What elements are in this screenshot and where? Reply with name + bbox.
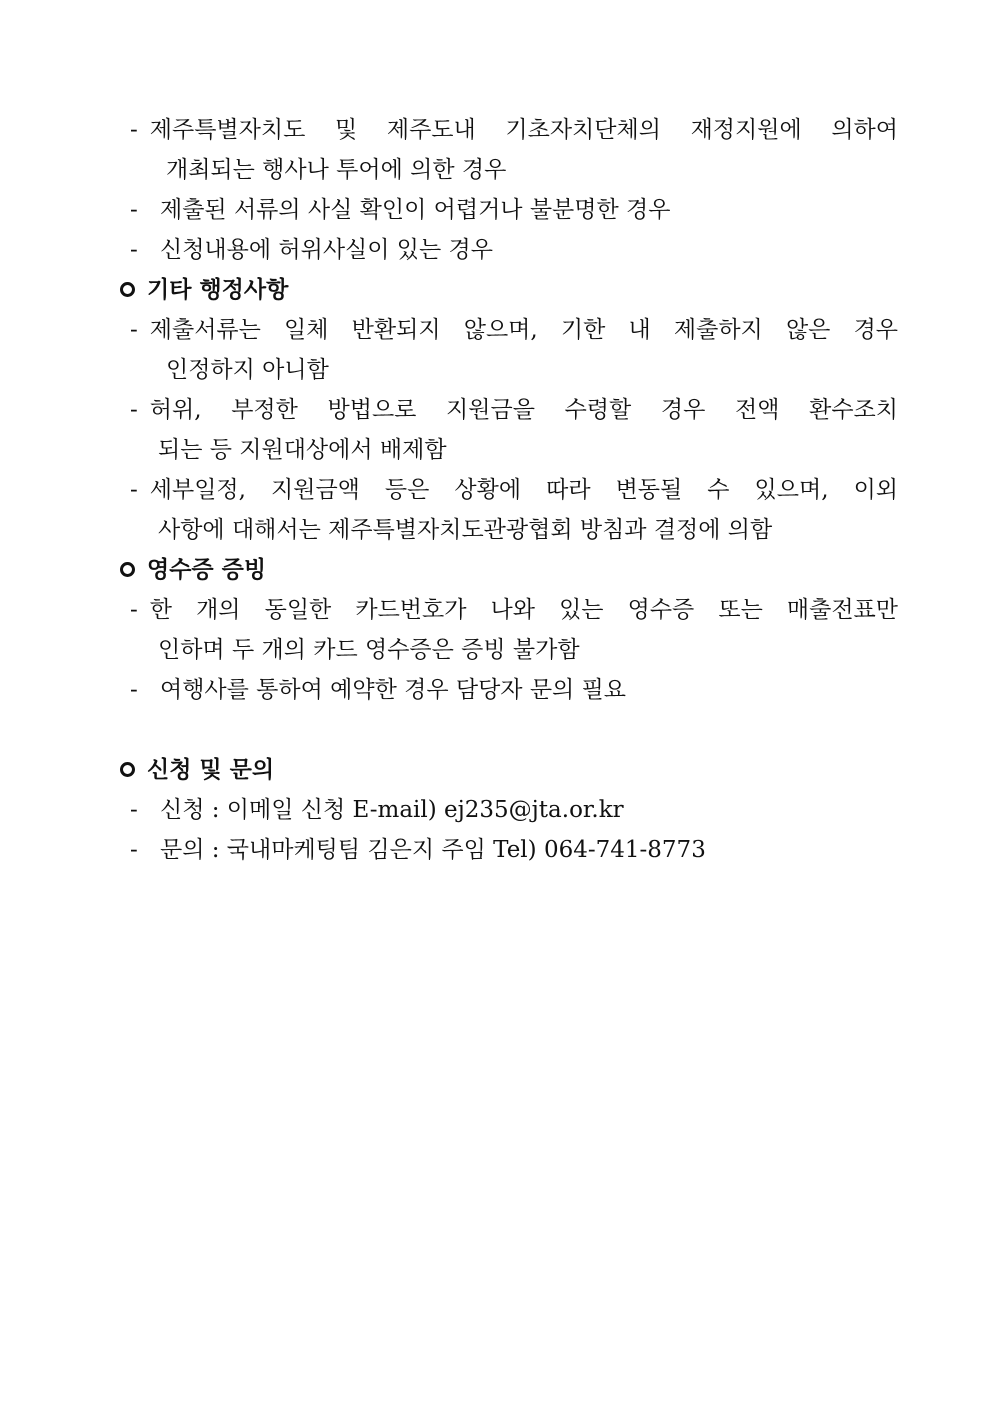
item-text: 여행사를 통하여 예약한 경우 담당자 문의 필요 [160,677,627,703]
bullet-dash: - [130,597,138,623]
item-text: 제출된 서류의 사실 확인이 어렵거나 불분명한 경우 [160,197,671,223]
list-item [130,830,706,870]
item-text: 한 개의 동일한 카드번호가 나와 있는 영수증 또는 매출전표만 [149,597,898,623]
item-continuation: 인정하지 아니함 [166,357,329,383]
list-item [130,790,624,830]
bullet-dash: - [130,117,138,143]
heading-text: 신청 및 문의 [147,756,275,783]
bullet-dash: - [130,677,138,703]
section-heading [120,750,274,790]
bullet-dash: - [130,797,138,823]
list-item [130,190,670,230]
item-continuation: 개최되는 행사나 투어에 의한 경우 [166,157,507,183]
apply-contact-text: 신청 : 이메일 신청 E-mail) ej235@jta.or.kr [160,797,624,823]
bullet-dash: - [130,477,138,503]
heading-text: 영수증 증빙 [147,556,267,583]
bullet-dash: - [130,237,138,263]
item-text: 신청내용에 허위사실이 있는 경우 [160,237,493,263]
bullet-dash: - [130,197,138,223]
bullet-dash: - [130,397,138,423]
circle-bullet-icon [120,282,135,297]
item-continuation: 되는 등 지원대상에서 배제함 [158,437,447,463]
heading-text: 기타 행정사항 [147,276,289,303]
item-text: 허위, 부정한 방법으로 지원금을 수령할 경우 전액 환수조치 [149,397,898,423]
list-item [130,590,898,630]
list-item [130,470,898,510]
section-heading [120,270,288,310]
list-item [130,670,626,710]
item-text: 세부일정, 지원금액 등은 상황에 따라 변동될 수 있으며, 이외 [149,477,898,503]
item-text: 제주특별자치도 및 제주도내 기초자치단체의 재정지원에 의하여 [149,117,898,143]
item-continuation: 인하며 두 개의 카드 영수증은 증빙 불가함 [158,637,580,663]
circle-bullet-icon [120,762,135,777]
list-item [130,310,898,350]
list-item [130,390,898,430]
section-heading [120,550,266,590]
bullet-dash: - [130,837,138,863]
bullet-dash: - [130,317,138,343]
list-item [130,110,898,150]
item-continuation: 사항에 대해서는 제주특별자치도관광협회 방침과 결정에 의함 [158,517,773,543]
circle-bullet-icon [120,562,135,577]
inquiry-contact-text: 문의 : 국내마케팅팀 김은지 주임 Tel) 064-741-8773 [160,837,706,863]
list-item [130,230,493,270]
item-text: 제출서류는 일체 반환되지 않으며, 기한 내 제출하지 않은 경우 [149,317,898,343]
